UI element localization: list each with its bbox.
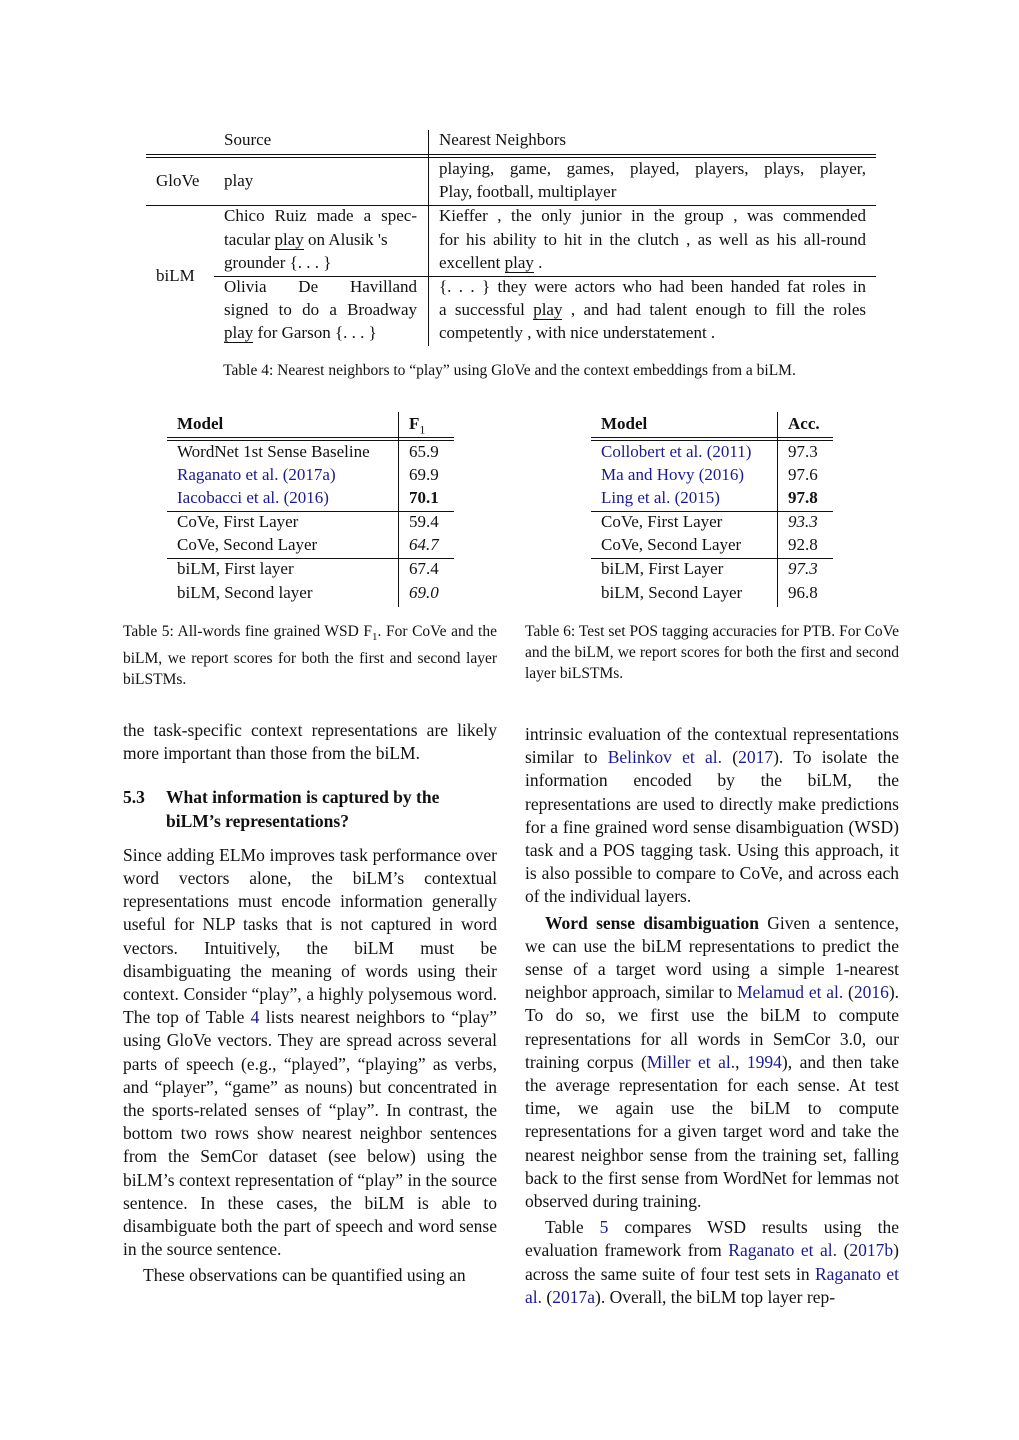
table-row-value: 97.3	[788, 559, 818, 578]
header-model: Model	[177, 414, 224, 433]
table-row-value: 93.3	[788, 512, 818, 531]
citation-link[interactable]: Collobert et al. (2011)	[601, 442, 752, 461]
right-column	[525, 723, 899, 1309]
citation-link[interactable]: Melamud et al.	[736, 982, 844, 1003]
table-row-value: 67.4	[409, 559, 439, 578]
bilm-row2-neighbor-line1: {. . . } they were actors who had been handed fat roles in	[439, 277, 866, 296]
paragraph-heading: Word sense disambiguation	[545, 912, 759, 933]
section-title-line1: What information is captured by the	[166, 787, 440, 808]
table-row-value: 64.7	[409, 535, 439, 554]
bilm-row2-source-line2: signed to do a Broadway	[224, 300, 417, 319]
table-5-caption: Table 5: All-words fine grained WSD $F_1$. For CoVe and the biLM, we report scores for both the first and second layer biLSTMs.	[123, 623, 497, 689]
glove-neighbors-line1: playing, game, games, played, players, plays, player,	[439, 159, 866, 178]
target-word-play: play	[274, 230, 304, 249]
neighbor-word-play: play	[533, 300, 563, 319]
paragraph: the task-specific context representations are likely more important than those from the biLM.	[123, 720, 497, 764]
bilm-row1-neighbor-line1: Kieffer , the only junior in the group , was commended	[439, 206, 866, 225]
paragraph: These observations can be quantified using an	[143, 1265, 466, 1286]
bilm-row1-neighbor-line3: excellent play .	[439, 253, 543, 272]
citation-link[interactable]: Raganato et al.	[728, 1240, 838, 1261]
glove-neighbors-line2: Play, football, multiplayer	[439, 182, 617, 201]
column-divider	[398, 412, 399, 607]
header-double-rule-top	[167, 437, 454, 438]
table-4-caption: Table 4: Nearest neighbors to “play” using GloVe and the context embeddings from a biLM.	[223, 362, 796, 379]
citation-year-link[interactable]: 1994	[746, 1051, 782, 1072]
citation-link[interactable]: Iacobacci et al. (2016)	[177, 488, 329, 507]
header-double-rule-top	[146, 154, 876, 155]
citation-link[interactable]: Ma and Hovy (2016)	[601, 465, 745, 484]
citation-link[interactable]: Miller et al.	[646, 1051, 736, 1072]
header-model: Model	[601, 414, 648, 433]
table-row-model: biLM, First layer	[177, 559, 294, 578]
section-title-line2: biLM’s representations?	[166, 810, 349, 831]
bilm-row2-neighbor-line2: a successful play , and had talent enough to fill the roles	[439, 300, 867, 319]
table-row-value: 65.9	[409, 442, 439, 461]
header-source: Source	[224, 130, 272, 149]
citation-year-link[interactable]: 2017	[738, 747, 774, 768]
table-row-value: 97.8	[788, 488, 818, 507]
citation-year-link[interactable]: 2017b	[849, 1240, 894, 1261]
bilm-row2-source-line1: Olivia De Havilland	[224, 277, 417, 296]
table-row-value: 96.8	[788, 583, 818, 602]
paragraph: Since adding ELMo improves task performance over word vectors alone, the biLM’s contextual representations must encode information generally useful for NLP tasks that is not captured in word vectors. Intuitively, the biLM must be disambiguating the meaning of words using their context. Consider “play”, a highly polysemous word. The top of Table 4 lists nearest neighbors to “play” using GloVe vectors. They are spread across several parts of speech (e.g., “played”, “playing” as verbs, and “player”, “game” as nouns) but concentrated in the sports-related senses of “play”. In contrast, the bottom two rows show nearest neighbor sentences from the SemCor dataset (see below) using the biLM’s context representation of “play” in the source sentence. In these cases, the biLM is able to disambiguate both the part of speech and word sense in the source sentence.	[123, 844, 497, 1260]
citation-year-link[interactable]: 2016	[853, 982, 889, 1003]
citation-link[interactable]: Raganato et al.	[525, 1263, 899, 1307]
table-reference-link[interactable]: 4	[250, 1007, 260, 1028]
header-double-rule-top	[591, 437, 833, 438]
table-row-value: 69.0	[409, 583, 439, 602]
citation-link[interactable]: Belinkov et al.	[607, 747, 723, 768]
table-reference-link[interactable]: 5	[599, 1217, 609, 1238]
table-row-model: CoVe, First Layer	[601, 512, 723, 531]
section-heading	[123, 786, 497, 832]
bilm-row2-source-line3: play for Garson {. . . }	[224, 323, 377, 342]
table-row-model: biLM, Second layer	[177, 583, 313, 602]
table-6-pos	[591, 412, 833, 607]
header-f1: $F_1$	[409, 414, 426, 437]
glove-label: GloVe	[156, 171, 200, 190]
bilm-row1-source-line1: Chico Ruiz made a spec-	[224, 206, 417, 225]
paragraph: Word sense disambiguation Given a sentence, we can use the biLM representations to predict the sense of a target word using a simple 1-nearest neighbor approach, similar to Melamud et al. (2016). To do so, we first use the biLM to compute representations for all words in SemCor 3.0, our training corpus (Miller et al., 1994), and then take the average representation for each sense. At test time, we again use the biLM to compute representations for a given target word and take the nearest neighbor sense from the training set, falling back to the first sense from WordNet for lemmas not observed during training.	[525, 912, 900, 1212]
table-row-value: 59.4	[409, 512, 439, 531]
bilm-row1-source-line2: tacular play on Alusik 's	[224, 230, 388, 249]
table-row-model: WordNet 1st Sense Baseline	[177, 442, 370, 461]
neighbor-word-play: play	[504, 253, 534, 272]
header-accuracy: Acc.	[788, 414, 820, 433]
column-divider	[428, 130, 429, 346]
table-row-model: biLM, First Layer	[601, 559, 724, 578]
section-number: 5.3	[123, 787, 145, 808]
paragraph: Table 5 compares WSD results using the evaluation framework from Raganato et al. (2017b) across the same suite of four test sets in Raganato et al. (2017a). Overall, the biLM top layer rep-	[525, 1217, 899, 1307]
table-row-value: 97.6	[788, 465, 818, 484]
table-row-model: CoVe, First Layer	[177, 512, 299, 531]
column-divider	[777, 412, 778, 607]
glove-source-word: play	[224, 171, 254, 190]
citation-year-link[interactable]: 2017a	[552, 1286, 595, 1307]
table-row-value: 97.3	[788, 442, 818, 461]
citation-link[interactable]: Raganato et al. (2017a)	[177, 465, 336, 484]
paragraph: intrinsic evaluation of the contextual representations similar to Belinkov et al. (2017). To isolate the information encoded by the biLM, the representations are used to directly make predictions for a fine grained word sense disambiguation (WSD) task and a POS tagging task. Using this approach, it is also possible to compare to CoVe, and across each of the individual layers.	[525, 724, 899, 907]
table-6-caption: Table 6: Test set POS tagging accuracies for PTB. For CoVe and the biLM, we report scores for both the first and second layer biLSTMs.	[525, 623, 899, 682]
table-row-value: 92.8	[788, 535, 818, 554]
left-column	[123, 719, 497, 1288]
bilm-label: biLM	[156, 266, 195, 285]
header-nearest-neighbors: Nearest Neighbors	[439, 130, 566, 149]
table-row-value: 69.9	[409, 465, 439, 484]
target-word-play: play	[224, 323, 254, 342]
table-row-value: 70.1	[409, 488, 439, 507]
table-row-model: CoVe, Second Layer	[177, 535, 318, 554]
bilm-row1-source-line3: grounder {. . . }	[224, 253, 332, 272]
table-row-model: CoVe, Second Layer	[601, 535, 742, 554]
bilm-row1-neighbor-line2: for his ability to hit in the clutch , as well as his all-round	[439, 230, 866, 249]
bilm-row2-neighbor-line3: competently , with nice understatement .	[439, 323, 716, 342]
citation-link[interactable]: Ling et al. (2015)	[601, 488, 720, 507]
table-row-model: biLM, Second Layer	[601, 583, 743, 602]
table-5-wsd	[167, 412, 454, 607]
